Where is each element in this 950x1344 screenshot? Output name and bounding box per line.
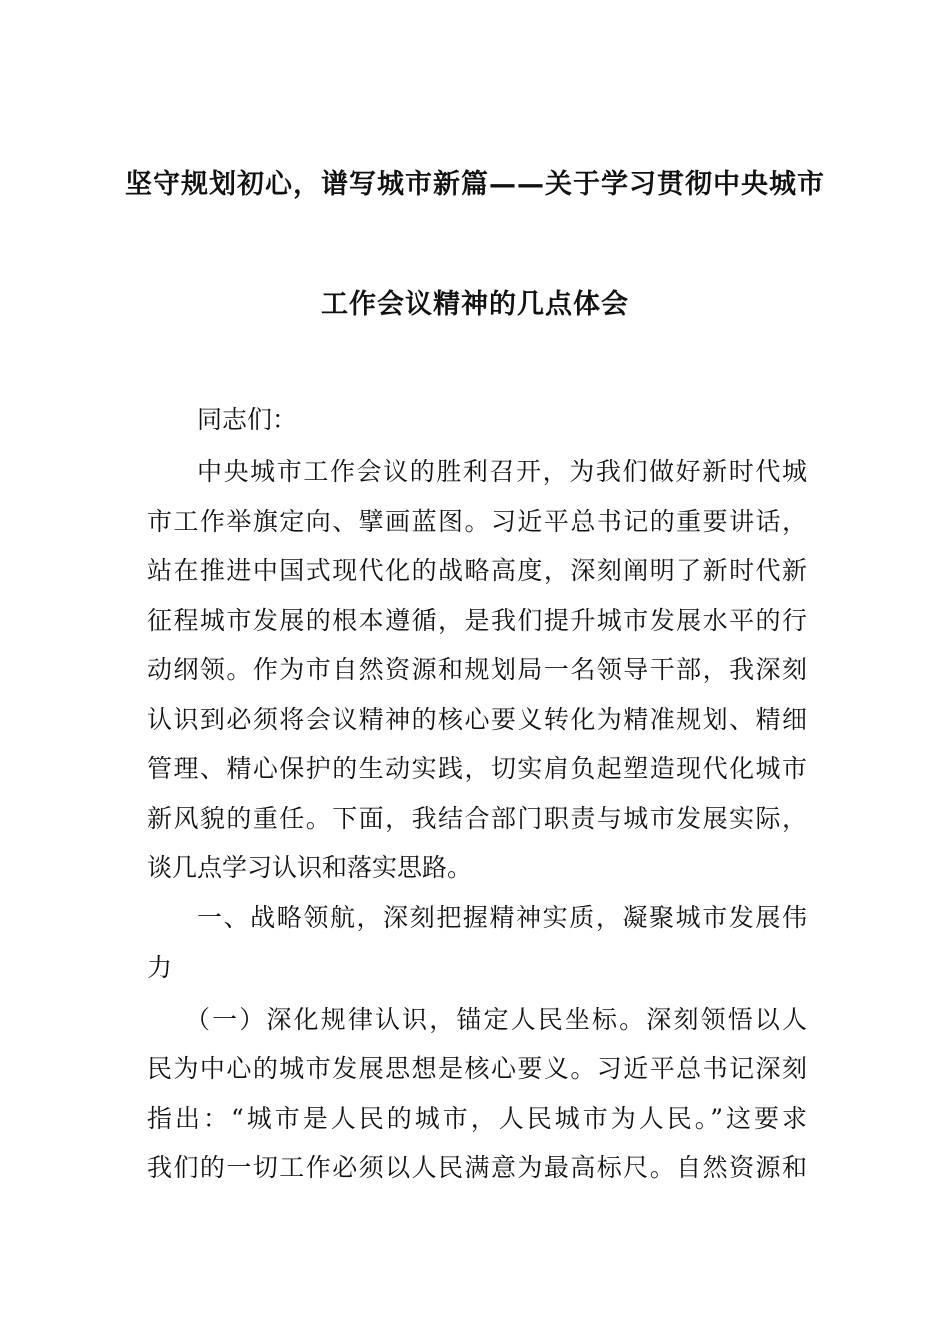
document-title-line-1: 坚守规划初心，谱写城市新篇——关于学习贯彻中央城市 <box>125 169 825 200</box>
section-heading-line: 一、战略领航，深刻把握精神实质，凝聚城市发展伟 <box>197 903 807 932</box>
salutation: 同志们： <box>197 405 298 434</box>
paragraph-1-line: 征程城市发展的根本遵循，是我们提升城市发展水平的行 <box>147 606 807 635</box>
paragraph-1-line: 认识到必须将会议精神的核心要义转化为精准规划、精细 <box>147 705 807 734</box>
document-title-line-2: 工作会议精神的几点体会 <box>321 289 629 320</box>
paragraph-2-line: 民为中心的城市发展思想是核心要义。习近平总书记深刻 <box>147 1054 807 1083</box>
section-heading-line: 力 <box>147 953 173 982</box>
paragraph-1-line: 新风貌的重任。下面，我结合部门职责与城市发展实际， <box>147 804 807 833</box>
paragraph-1-line: 站在推进中国式现代化的战略高度，深刻阐明了新时代新 <box>147 556 807 585</box>
paragraph-1-line: 中央城市工作会议的胜利召开，为我们做好新时代城 <box>197 457 807 486</box>
paragraph-2-line: 指出：“城市是人民的城市，人民城市为人民。”这要求 <box>147 1104 807 1133</box>
paragraph-1-line: 管理、精心保护的生动实践，切实肩负起塑造现代化城市 <box>147 754 807 783</box>
paragraph-1-line: 市工作举旗定向、擘画蓝图。习近平总书记的重要讲话， <box>147 507 807 536</box>
paragraph-1-line: 动纲领。作为市自然资源和规划局一名领导干部，我深刻 <box>147 655 807 684</box>
paragraph-1-line: 谈几点学习认识和落实思路。 <box>147 853 473 882</box>
paragraph-2-line: （一）深化规律认识，锚定人民坐标。深刻领悟以人 <box>185 1005 807 1034</box>
paragraph-2-line: 我们的一切工作必须以人民满意为最高标尺。自然资源和 <box>147 1153 807 1182</box>
